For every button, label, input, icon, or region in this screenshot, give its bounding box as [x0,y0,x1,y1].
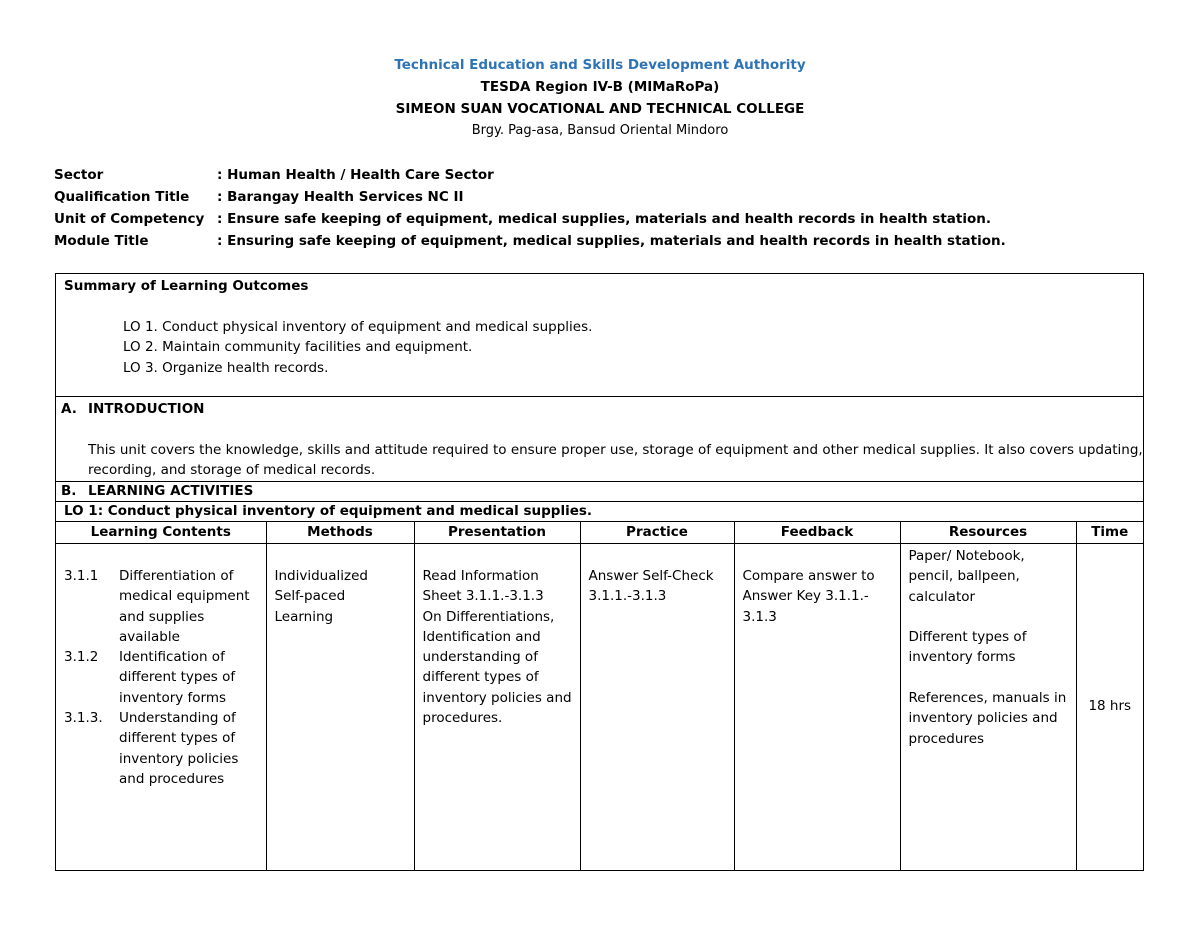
resources-spacer [909,668,1076,688]
content-line: different types of [119,669,236,686]
content-line: and procedures [119,770,225,787]
region-name: TESDA Region IV-B (MIMaRoPa) [480,79,720,95]
resources-spacer [909,607,1076,627]
unit-of-competency-row [54,208,1006,230]
learning-activities-heading [55,481,1144,502]
feedback-line: Answer Key 3.1.1.- [742,588,869,605]
summary-section [55,273,1144,397]
content-line: different types of [119,730,236,747]
content-line: Identification of [119,649,225,666]
meta-value: : Ensure safe keeping of equipment, medical supplies, materials and health records in health station. [217,211,991,227]
feedback-line: Compare answer to [742,568,875,584]
presentation-line: inventory policies and [422,689,572,706]
learning-contents-cell [56,544,266,871]
meta-value: : Human Health / Health Care Sector [217,167,494,183]
presentation-line: procedures. [422,710,503,727]
practice-line: Answer Self-Check [588,568,714,584]
presentation-line: Read Information [422,568,539,584]
content-line: inventory policies [119,750,239,767]
time-cell [1076,544,1143,871]
methods-cell [266,544,414,871]
introduction-section [55,396,1144,482]
content-line: medical equipment [119,588,250,605]
resources-line: inventory policies and [908,710,1058,727]
content-line: Differentiation of [119,568,234,584]
methods-line: Self-paced [274,588,346,605]
learning-outcome: LO 2. Maintain community facilities and equipment. [123,339,473,355]
content-line: and supplies [119,608,205,625]
intro-title: INTRODUCTION [88,401,205,417]
practice-cell [580,544,734,871]
content-text [119,708,238,789]
presentation-cell [414,544,580,871]
college-name: SIMEON SUAN VOCATIONAL AND TECHNICAL COLLEGE [395,101,805,117]
meta-label: Sector [54,167,104,183]
methods-line: Individualized [274,568,368,584]
module-info [54,164,1006,252]
content-line: Understanding of [119,710,236,727]
content-number: 3.1.3. [64,710,103,727]
table-header-row [56,522,1143,544]
resources-line: Different types of [908,629,1027,646]
column-header: Methods [266,522,414,544]
sector-row [54,164,1006,186]
content-line: inventory forms [119,689,227,706]
intro-text: This unit covers the knowledge, skills and attitude required to ensure proper use, storage of equipment and other medical supplies. It also covers updating, [88,442,1143,458]
resources-line: inventory forms [908,649,1016,666]
feedback-line: 3.1.3 [742,608,777,625]
content-text [119,647,235,708]
org-name: Technical Education and Skills Development Authority [394,57,806,73]
presentation-line: understanding of [422,649,538,666]
column-header: Time [1076,522,1143,544]
content-line: available [119,628,180,645]
column-header: Presentation [414,522,580,544]
qualification-row [54,186,1006,208]
meta-label: Qualification Title [54,189,190,205]
feedback-cell [734,544,900,871]
lo1-heading [55,501,1144,522]
lo1-title: LO 1: Conduct physical inventory of equipment and medical supplies. [64,503,593,519]
content-item [64,566,266,647]
column-header: Practice [580,522,734,544]
resources-cell [900,544,1076,871]
presentation-line: Sheet 3.1.1.-3.1.3 [422,588,544,605]
resources-line: Paper/ Notebook, [908,548,1025,564]
meta-value: : Barangay Health Services NC II [217,189,464,205]
content-item [64,708,266,789]
content-text [119,566,250,647]
summary-title: Summary of Learning Outcomes [64,278,309,294]
content-item [64,647,266,708]
resources-line: calculator [908,588,976,605]
content-number: 3.1.2 [64,649,99,666]
practice-line: 3.1.1.-3.1.3 [588,588,667,605]
learning-activities-table [55,521,1144,871]
learning-outcome: LO 3. Organize health records. [123,360,329,376]
meta-label: Module Title [54,233,149,249]
activities-letter: B. [61,483,77,499]
content-number: 3.1.1 [64,568,99,584]
time-value: 18 hrs [1088,698,1132,714]
column-header: Resources [900,522,1076,544]
intro-text: recording, and storage of medical records. [88,462,376,478]
meta-label: Unit of Competency [54,211,205,227]
learning-outcome: LO 1. Conduct physical inventory of equipment and medical supplies. [123,319,593,335]
table-row [56,544,1143,871]
college-address: Brgy. Pag-asa, Bansud Oriental Mindoro [471,123,729,138]
module-title-row [54,230,1006,252]
resources-line: procedures [908,730,985,747]
resources-line: pencil, ballpeen, [908,568,1020,585]
activities-title: LEARNING ACTIVITIES [88,483,254,499]
resources-line: References, manuals in [908,690,1067,707]
intro-letter: A. [61,401,77,417]
presentation-line: different types of [422,669,539,686]
presentation-line: Identification and [422,628,541,645]
presentation-line: On Differentiations, [422,608,555,625]
methods-line: Learning [274,608,334,625]
column-header: Learning Contents [90,524,231,540]
column-header: Feedback [734,522,900,544]
meta-value: : Ensuring safe keeping of equipment, medical supplies, materials and health records in health station. [217,233,1006,249]
